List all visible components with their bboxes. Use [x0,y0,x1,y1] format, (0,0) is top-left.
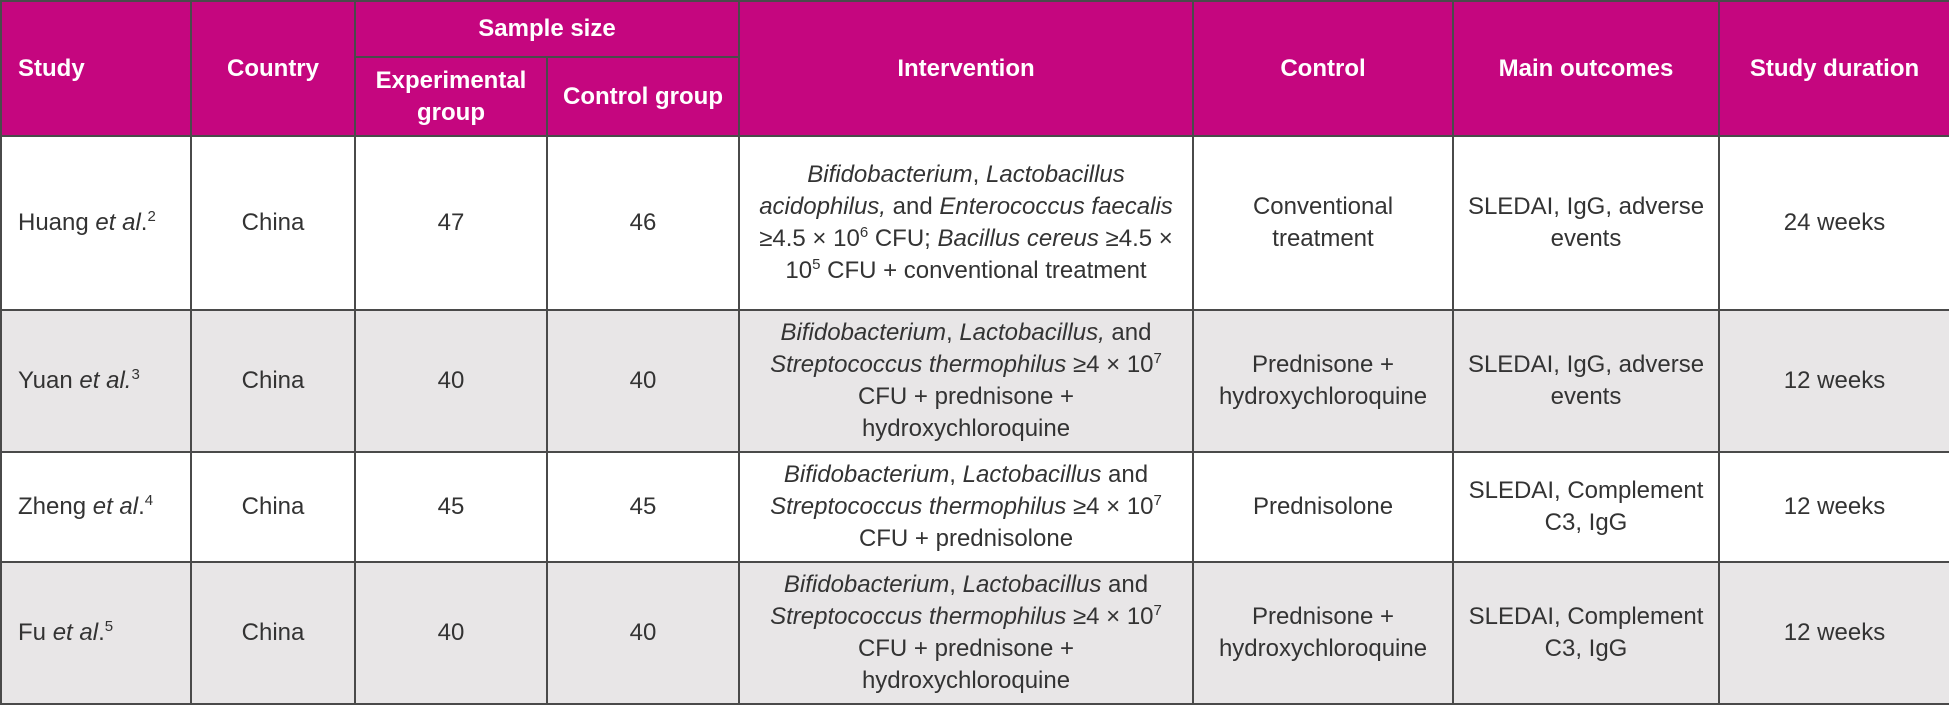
study-etal: et al [92,493,139,520]
intervention-text: and [885,193,940,220]
experimental-cell: 40 [355,310,547,452]
intervention-exponent: 6 [859,224,869,241]
study-cell [1,452,191,562]
intervention-exponent: 7 [1153,602,1162,619]
intervention-organism: Lactobacillus [962,571,1102,598]
intervention-text: CFU + prednisone + hydroxychloroquine [857,383,1075,442]
intervention-text: CFU + prednisolone [858,525,1074,552]
table-row [1,310,1949,452]
study-author: Zheng [18,493,87,520]
experimental-cell: 47 [355,136,547,310]
control-group-cell: 40 [547,562,739,704]
header-control-group: Control group [547,57,739,136]
intervention-cell [739,136,1193,310]
intervention-organism: Bifidobacterium [780,319,946,346]
duration-cell: 12 weeks [1719,310,1949,452]
study-ref: 3 [131,366,140,383]
header-study: Study [1,1,191,136]
country-cell: China [191,562,355,704]
intervention-text: ≥4 × 10 [1066,493,1154,520]
intervention-text: ≥4 × 10 [1066,603,1154,630]
intervention-organism: Lactobacillus [962,461,1102,488]
intervention-cell [739,310,1193,452]
table-row [1,452,1949,562]
intervention-organism: Bifidobacterium [783,461,950,488]
header-study-duration: Study duration [1719,1,1949,136]
outcomes-cell: SLEDAI, IgG, adverse events [1453,310,1719,452]
intervention-cell [739,452,1193,562]
intervention-organism: Streptococcus thermophilus [770,351,1067,378]
header-country: Country [191,1,355,136]
intervention-text: , [972,161,986,188]
intervention-text: and [1101,461,1149,488]
header-control: Control [1193,1,1453,136]
intervention-exponent: 7 [1153,492,1162,509]
intervention-text: , [945,319,960,346]
intervention-organism: Streptococcus thermophilus [770,493,1067,520]
intervention-organism: Streptococcus thermophilus [770,603,1067,630]
intervention-organism: Lactobacillus acidophilus, [759,161,1125,220]
study-cell [1,310,191,452]
country-cell: China [191,310,355,452]
experimental-cell: 45 [355,452,547,562]
intervention-organism: Bifidobacterium [807,161,973,188]
country-cell: China [191,136,355,310]
header-experimental-group: Experimental group [355,57,547,136]
header-intervention: Intervention [739,1,1193,136]
study-etal: et al [95,209,141,236]
study-dot: . [138,493,145,520]
outcomes-cell: SLEDAI, Complement C3, IgG [1453,562,1719,704]
study-dot: . [98,619,105,646]
study-author: Huang [18,209,89,236]
experimental-cell: 40 [355,562,547,704]
table-row [1,562,1949,704]
outcomes-cell: SLEDAI, IgG, adverse events [1453,136,1719,310]
intervention-organism: Enterococcus faecalis [939,193,1173,220]
intervention-organism: Bifidobacterium [783,571,950,598]
intervention-text: CFU; [868,225,938,252]
control-group-cell: 45 [547,452,739,562]
study-etal: et al [52,619,99,646]
country-cell: China [191,452,355,562]
intervention-text: ≥4 × 10 [1066,351,1154,378]
control-cell: Prednisone + hydroxychloroquine [1193,310,1453,452]
study-ref: 4 [144,492,154,509]
intervention-organism: Bacillus cereus [937,225,1099,252]
intervention-text: CFU + prednisone + hydroxychloroquine [857,635,1075,694]
intervention-text: CFU + conventional treatment [820,257,1147,284]
intervention-text: ≥4.5 × 10 [785,225,1173,284]
study-dot: . [140,209,148,236]
intervention-text: and [1104,319,1152,346]
duration-cell: 12 weeks [1719,562,1949,704]
header-sample-size: Sample size [355,1,739,57]
study-etal: et al. [79,367,132,394]
table-row [1,136,1949,310]
study-ref: 5 [104,618,114,635]
table-header [1,1,1949,136]
study-cell [1,136,191,310]
intervention-text: , [949,571,963,598]
intervention-text: and [1101,571,1149,598]
intervention-exponent: 5 [812,256,821,273]
study-author: Fu [18,619,47,646]
duration-cell: 24 weeks [1719,136,1949,310]
control-group-cell: 40 [547,310,739,452]
control-cell: Prednisolone [1193,452,1453,562]
control-cell: Prednisone + hydroxychloroquine [1193,562,1453,704]
control-group-cell: 46 [547,136,739,310]
intervention-cell [739,562,1193,704]
intervention-exponent: 7 [1153,350,1162,367]
study-ref: 2 [147,208,156,225]
outcomes-cell: SLEDAI, Complement C3, IgG [1453,452,1719,562]
intervention-text: , [949,461,963,488]
intervention-organism: Lactobacillus, [959,319,1105,346]
study-cell [1,562,191,704]
control-cell: Conventional treatment [1193,136,1453,310]
study-author: Yuan [18,367,73,394]
header-main-outcomes: Main outcomes [1453,1,1719,136]
duration-cell: 12 weeks [1719,452,1949,562]
intervention-text: ≥4.5 × 10 [759,225,860,252]
